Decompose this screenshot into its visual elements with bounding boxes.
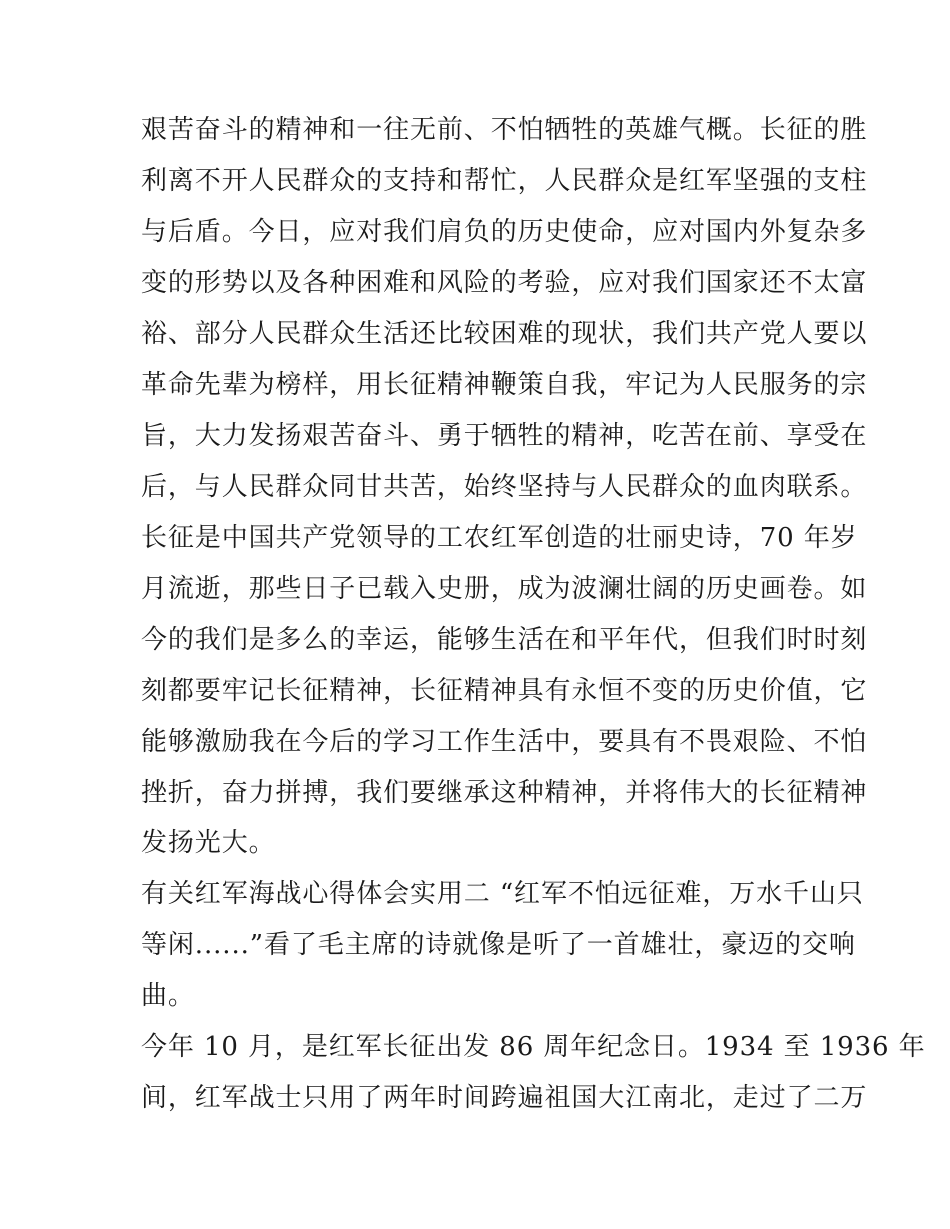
text-line: 革命先辈为榜样，用长征精神鞭策自我，牢记为人民服务的宗 (141, 370, 868, 400)
text-line: 今年 10 月，是红军长征出发 86 周年纪念日。1934 至 1936 年 (141, 1032, 926, 1062)
text-line: 与后盾。今日，应对我们肩负的历史使命，应对国内外复杂多 (141, 217, 868, 247)
text-line: 今的我们是多么的幸运，能够生活在和平年代，但我们时时刻 (141, 625, 868, 655)
text-line: 发扬光大。 (141, 828, 276, 858)
text-line: 利离不开人民群众的支持和帮忙，人民群众是红军坚强的支柱 (141, 166, 868, 196)
text-line: 能够激励我在今后的学习工作生活中，要具有不畏艰险、不怕 (141, 727, 868, 757)
text-line: 刻都要牢记长征精神，长征精神具有永恒不变的历史价值，它 (141, 676, 868, 706)
text-line: 曲。 (141, 981, 195, 1011)
text-line: 有关红军海战心得体会实用二 “红军不怕远征难，万水千山只 (141, 879, 864, 909)
text-line: 艰苦奋斗的精神和一往无前、不怕牺牲的英雄气概。长征的胜 (141, 115, 868, 145)
text-line: 后，与人民群众同甘共苦，始终坚持与人民群众的血肉联系。 (141, 472, 868, 502)
text-line: 月流逝，那些日子已载入史册，成为波澜壮阔的历史画卷。如 (141, 574, 868, 604)
text-line: 长征是中国共产党领导的工农红军创造的壮丽史诗，70 年岁 (141, 523, 858, 553)
text-line: 旨，大力发扬艰苦奋斗、勇于牺牲的精神，吃苦在前、享受在 (141, 421, 868, 451)
text-line: 挫折，奋力拼搏，我们要继承这种精神，并将伟大的长征精神 (141, 778, 868, 808)
text-line: 裕、部分人民群众生活还比较困难的现状，我们共产党人要以 (141, 319, 868, 349)
text-line: 等闲......”看了毛主席的诗就像是听了一首雄壮，豪迈的交响 (141, 930, 856, 960)
text-line: 间，红军战士只用了两年时间跨遍祖国大江南北，走过了二万 (141, 1083, 868, 1113)
text-line: 变的形势以及各种困难和风险的考验，应对我们国家还不太富 (141, 268, 868, 298)
